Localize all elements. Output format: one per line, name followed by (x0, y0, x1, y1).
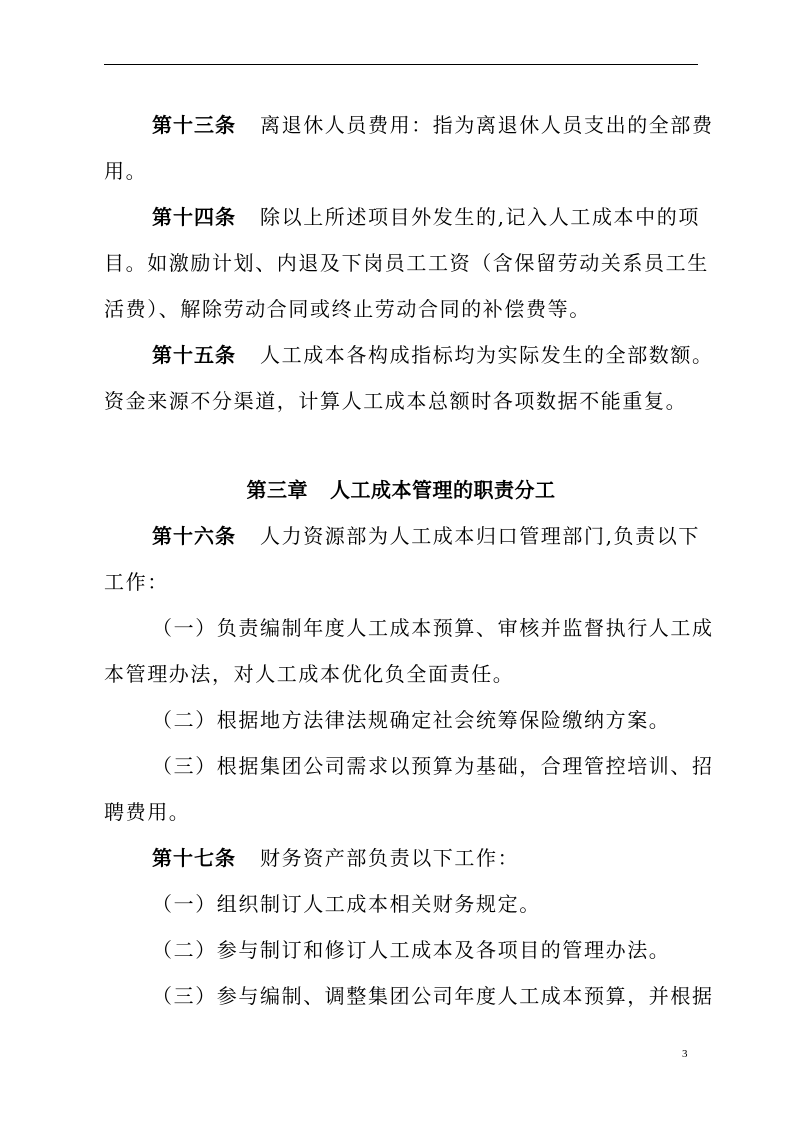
article-16-line-2: 工作： (104, 570, 169, 594)
article-14-text-1: 除以上所述项目外发生的,记入人工成本中的项 (260, 205, 700, 229)
article-14-line-1 (104, 204, 698, 230)
article-14-line-2: 目。如激励计划、内退及下岗员工工资（含保留劳动关系员工生 (104, 251, 709, 275)
article-15-line-2: 资金来源不分渠道，计算人工成本总额时各项数据不能重复。 (104, 389, 688, 413)
article-14-label: 第十四条 (152, 205, 236, 229)
article-13-line-2: 用。 (104, 159, 148, 183)
article-15-text-1: 人工成本各构成指标均为实际发生的全部数额。 (260, 343, 714, 367)
article-17-text-1: 财务资产部负责以下工作： (260, 846, 520, 870)
article-17-item-1: （一）组织制订人工成本相关财务规定。 (152, 892, 541, 916)
header-rule (104, 64, 698, 65)
chapter-heading (104, 477, 698, 503)
article-13-label: 第十三条 (152, 113, 236, 137)
article-16-item-1-line-2: 本管理办法，对人工成本优化负全面责任。 (104, 662, 515, 686)
article-16-label: 第十六条 (152, 524, 236, 548)
article-16-text-1: 人力资源部为人工成本归口管理部门,负责以下 (260, 524, 700, 548)
chapter-number: 第三章 (246, 478, 308, 502)
article-14-line-3: 活费）、解除劳动合同或终止劳动合同的补偿费等。 (104, 297, 591, 321)
article-13-line-1 (104, 112, 714, 138)
article-15-label: 第十五条 (152, 343, 236, 367)
chapter-title: 人工成本管理的职责分工 (330, 478, 556, 502)
article-16-item-3-line-1: （三）根据集团公司需求以预算为基础，合理管控培训、招 (152, 754, 714, 778)
article-17-label: 第十七条 (152, 846, 236, 870)
article-16-item-1-line-1: （一）负责编制年度人工成本预算、审核并监督执行人工成 (152, 616, 714, 640)
article-15-line-1 (104, 342, 714, 368)
article-16-item-3-line-2: 聘费用。 (104, 800, 191, 824)
article-16-line-1 (104, 523, 698, 549)
article-17-item-3-line-1: （三）参与编制、调整集团公司年度人工成本预算，并根据 (152, 984, 714, 1008)
article-17-item-2: （二）参与制订和修订人工成本及各项目的管理办法。 (152, 938, 671, 962)
article-17-line-1 (104, 845, 698, 871)
page-number: 3 (682, 1048, 688, 1060)
article-16-item-2: （二）根据地方法律法规确定社会统筹保险缴纳方案。 (152, 708, 671, 732)
article-13-text-1: 离退休人员费用：指为离退休人员支出的全部费 (260, 113, 714, 137)
